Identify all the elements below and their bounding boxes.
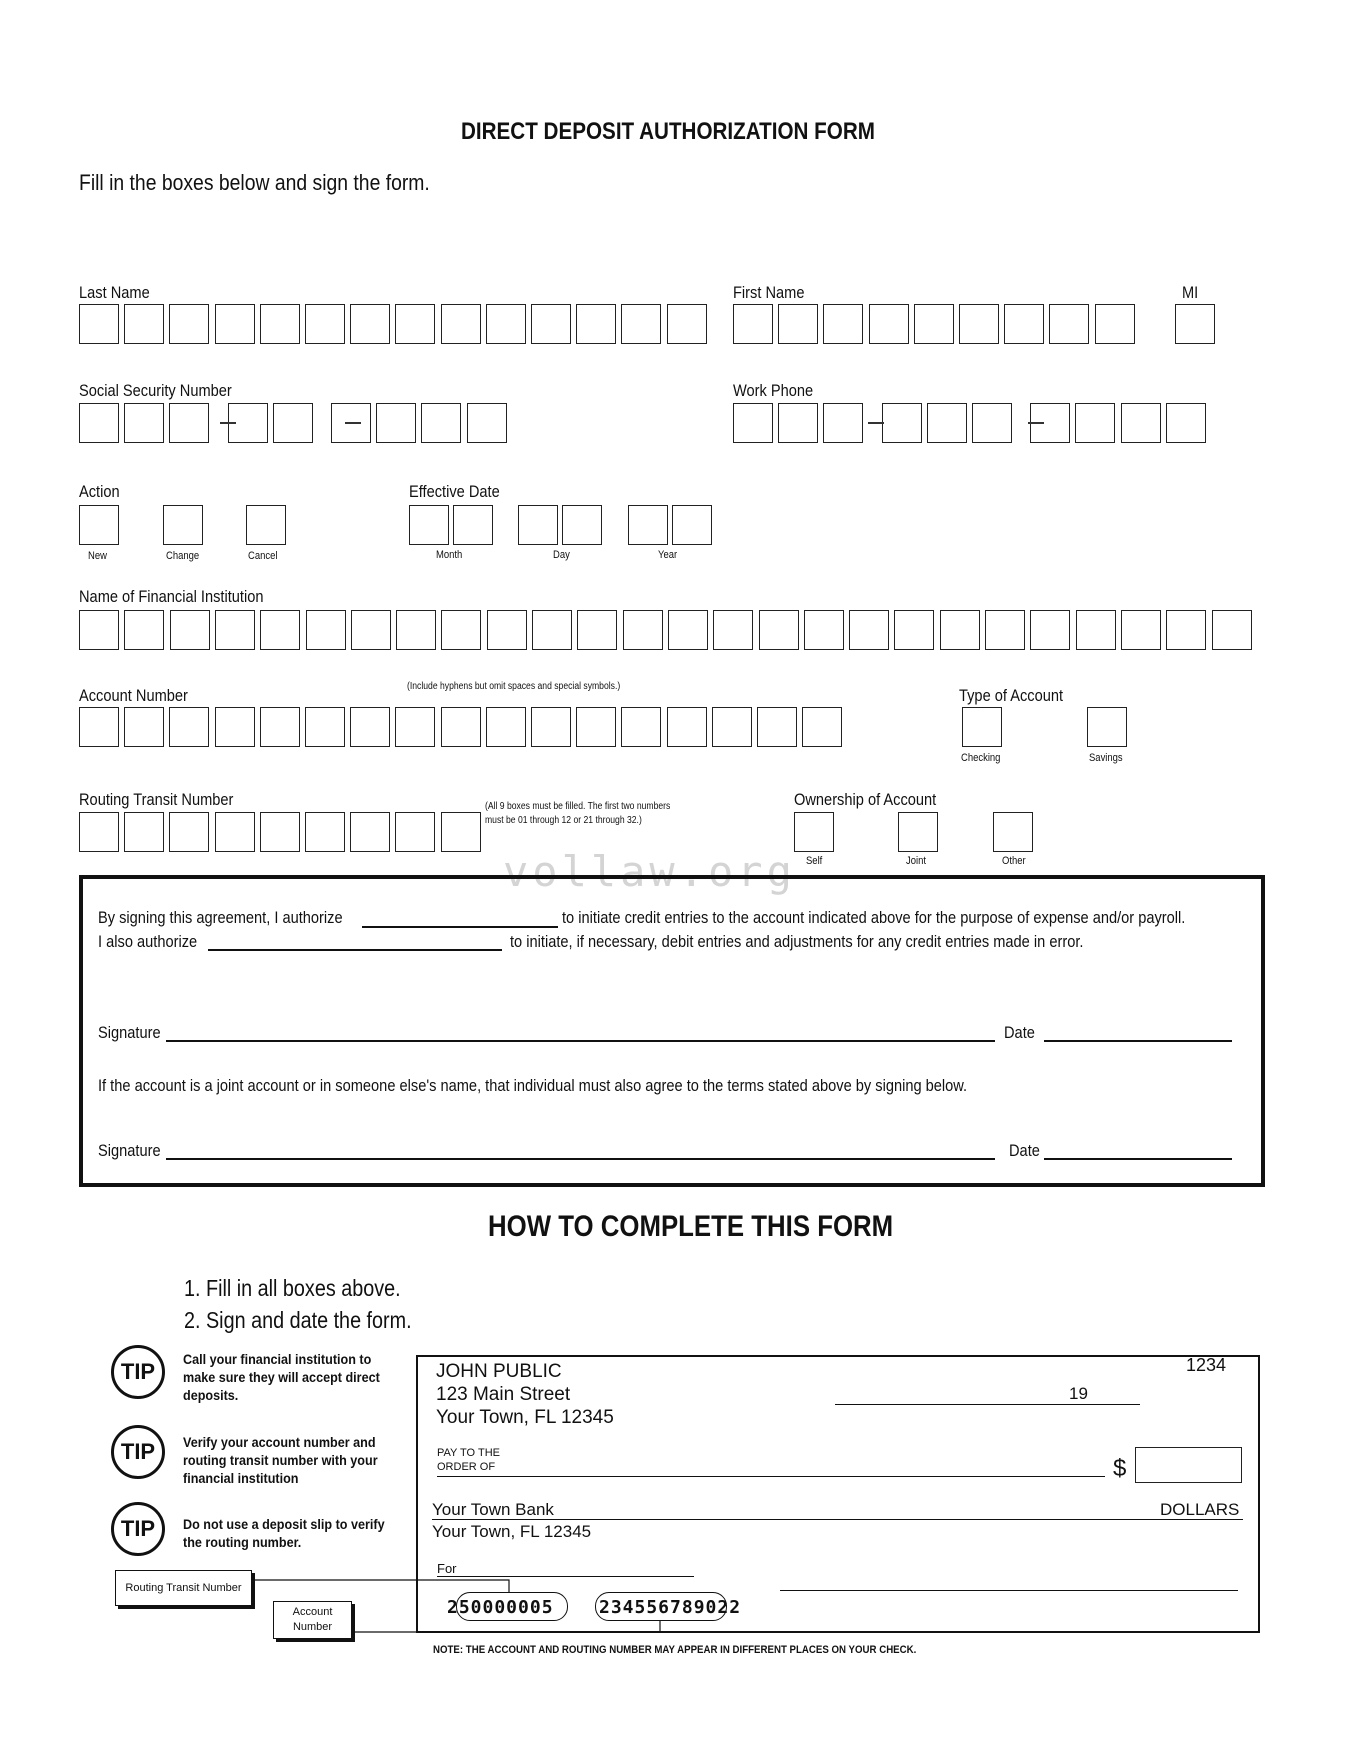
routing-note-line: (All 9 boxes must be filled. The first two numbers bbox=[485, 801, 671, 812]
financial-institution-label: Name of Financial Institution bbox=[79, 587, 264, 606]
howto-title: HOW TO COMPLETE THIS FORM bbox=[488, 1210, 894, 1243]
memo-label: For bbox=[437, 1561, 457, 1576]
pay-to-line: ORDER OF bbox=[437, 1461, 496, 1473]
account-callout-line: Number bbox=[292, 1621, 333, 1633]
routing-label: Routing Transit Number bbox=[79, 790, 234, 809]
month-label: Month bbox=[436, 549, 463, 561]
step-1: 1. Fill in all boxes above. bbox=[184, 1275, 401, 1301]
check-year-prefix: 19 bbox=[1069, 1384, 1088, 1403]
joint-date-label: Date bbox=[1009, 1141, 1040, 1160]
ownership-self-label: Self bbox=[806, 855, 823, 867]
check-name: JOHN PUBLIC bbox=[436, 1361, 562, 1382]
check-street: 123 Main Street bbox=[436, 1384, 571, 1405]
savings-label: Savings bbox=[1089, 752, 1123, 764]
bottom-note: NOTE: THE ACCOUNT AND ROUTING NUMBER MAY APPEAR IN DIFFERENT PLACES ON YOUR CHECK. bbox=[433, 1644, 917, 1656]
effective-date-label: Effective Date bbox=[409, 482, 500, 501]
tip-text-1: Call your financial institution to make sure they will accept direct deposits. bbox=[183, 1351, 380, 1403]
first-name-label: First Name bbox=[733, 283, 805, 302]
account-number-label: Account Number bbox=[79, 686, 188, 705]
dollar-sign: $ bbox=[1113, 1455, 1127, 1482]
day-label: Day bbox=[553, 549, 570, 561]
action-new-label: New bbox=[88, 550, 107, 562]
year-label: Year bbox=[658, 549, 678, 561]
auth-line2-b: to initiate, if necessary, debit entries and adjustments for any credit entries made in error. bbox=[510, 932, 1084, 951]
last-name-label: Last Name bbox=[79, 283, 150, 302]
joint-account-text: If the account is a joint account or in someone else's name, that individual must also agree to the terms stated above by signing below. bbox=[98, 1076, 968, 1095]
action-change-label: Change bbox=[166, 550, 200, 562]
tip-text-3: Do not use a deposit slip to verify the routing number. bbox=[183, 1516, 385, 1550]
tip-badge: TIP bbox=[111, 1502, 165, 1556]
checking-label: Checking bbox=[961, 752, 1001, 764]
date-label: Date bbox=[1004, 1023, 1035, 1042]
account-number-note: (Include hyphens but omit spaces and special symbols.) bbox=[407, 681, 621, 692]
check-number: 1234 bbox=[1186, 1355, 1227, 1375]
mi-label: MI bbox=[1182, 283, 1199, 302]
check-city: Your Town, FL 12345 bbox=[436, 1407, 614, 1428]
bank-city: Your Town, FL 12345 bbox=[432, 1522, 592, 1541]
auth-line2-a: I also authorize bbox=[98, 932, 198, 951]
tip-text-2: Verify your account number and routing transit number with your financial institution bbox=[183, 1434, 378, 1486]
tip-badge: TIP bbox=[111, 1345, 165, 1399]
bank-name: Your Town Bank bbox=[432, 1500, 554, 1519]
form-instruction: Fill in the boxes below and sign the form. bbox=[79, 170, 430, 195]
micr-account: 234556789022 bbox=[599, 1597, 742, 1618]
ownership-label: Ownership of Account bbox=[794, 790, 937, 809]
tip-badge: TIP bbox=[111, 1425, 165, 1479]
signature-label: Signature bbox=[98, 1023, 161, 1042]
form-title: DIRECT DEPOSIT AUTHORIZATION FORM bbox=[461, 118, 875, 145]
auth-line1-b: to initiate credit entries to the account indicated above for the purpose of expense and/or payroll. bbox=[562, 908, 1186, 927]
auth-line1-a: By signing this agreement, I authorize bbox=[98, 908, 343, 927]
action-label: Action bbox=[79, 482, 120, 501]
ownership-joint-label: Joint bbox=[906, 855, 926, 867]
watermark: vollaw.org bbox=[503, 847, 796, 896]
joint-signature-label: Signature bbox=[98, 1141, 161, 1160]
routing-callout: Routing Transit Number bbox=[115, 1570, 252, 1606]
type-of-account-label: Type of Account bbox=[959, 686, 1064, 705]
micr-routing: 250000005 bbox=[447, 1597, 554, 1618]
ownership-other-label: Other bbox=[1002, 855, 1026, 867]
step-2: 2. Sign and date the form. bbox=[184, 1307, 412, 1333]
action-cancel-label: Cancel bbox=[248, 550, 278, 562]
work-phone-label: Work Phone bbox=[733, 381, 814, 400]
ssn-label: Social Security Number bbox=[79, 381, 232, 400]
dollars-label: DOLLARS bbox=[1160, 1500, 1240, 1519]
routing-note-line: must be 01 through 12 or 21 through 32.) bbox=[485, 815, 642, 826]
account-callout bbox=[273, 1601, 352, 1639]
account-callout-line: Account bbox=[292, 1606, 333, 1618]
pay-to-line: PAY TO THE bbox=[437, 1447, 500, 1459]
